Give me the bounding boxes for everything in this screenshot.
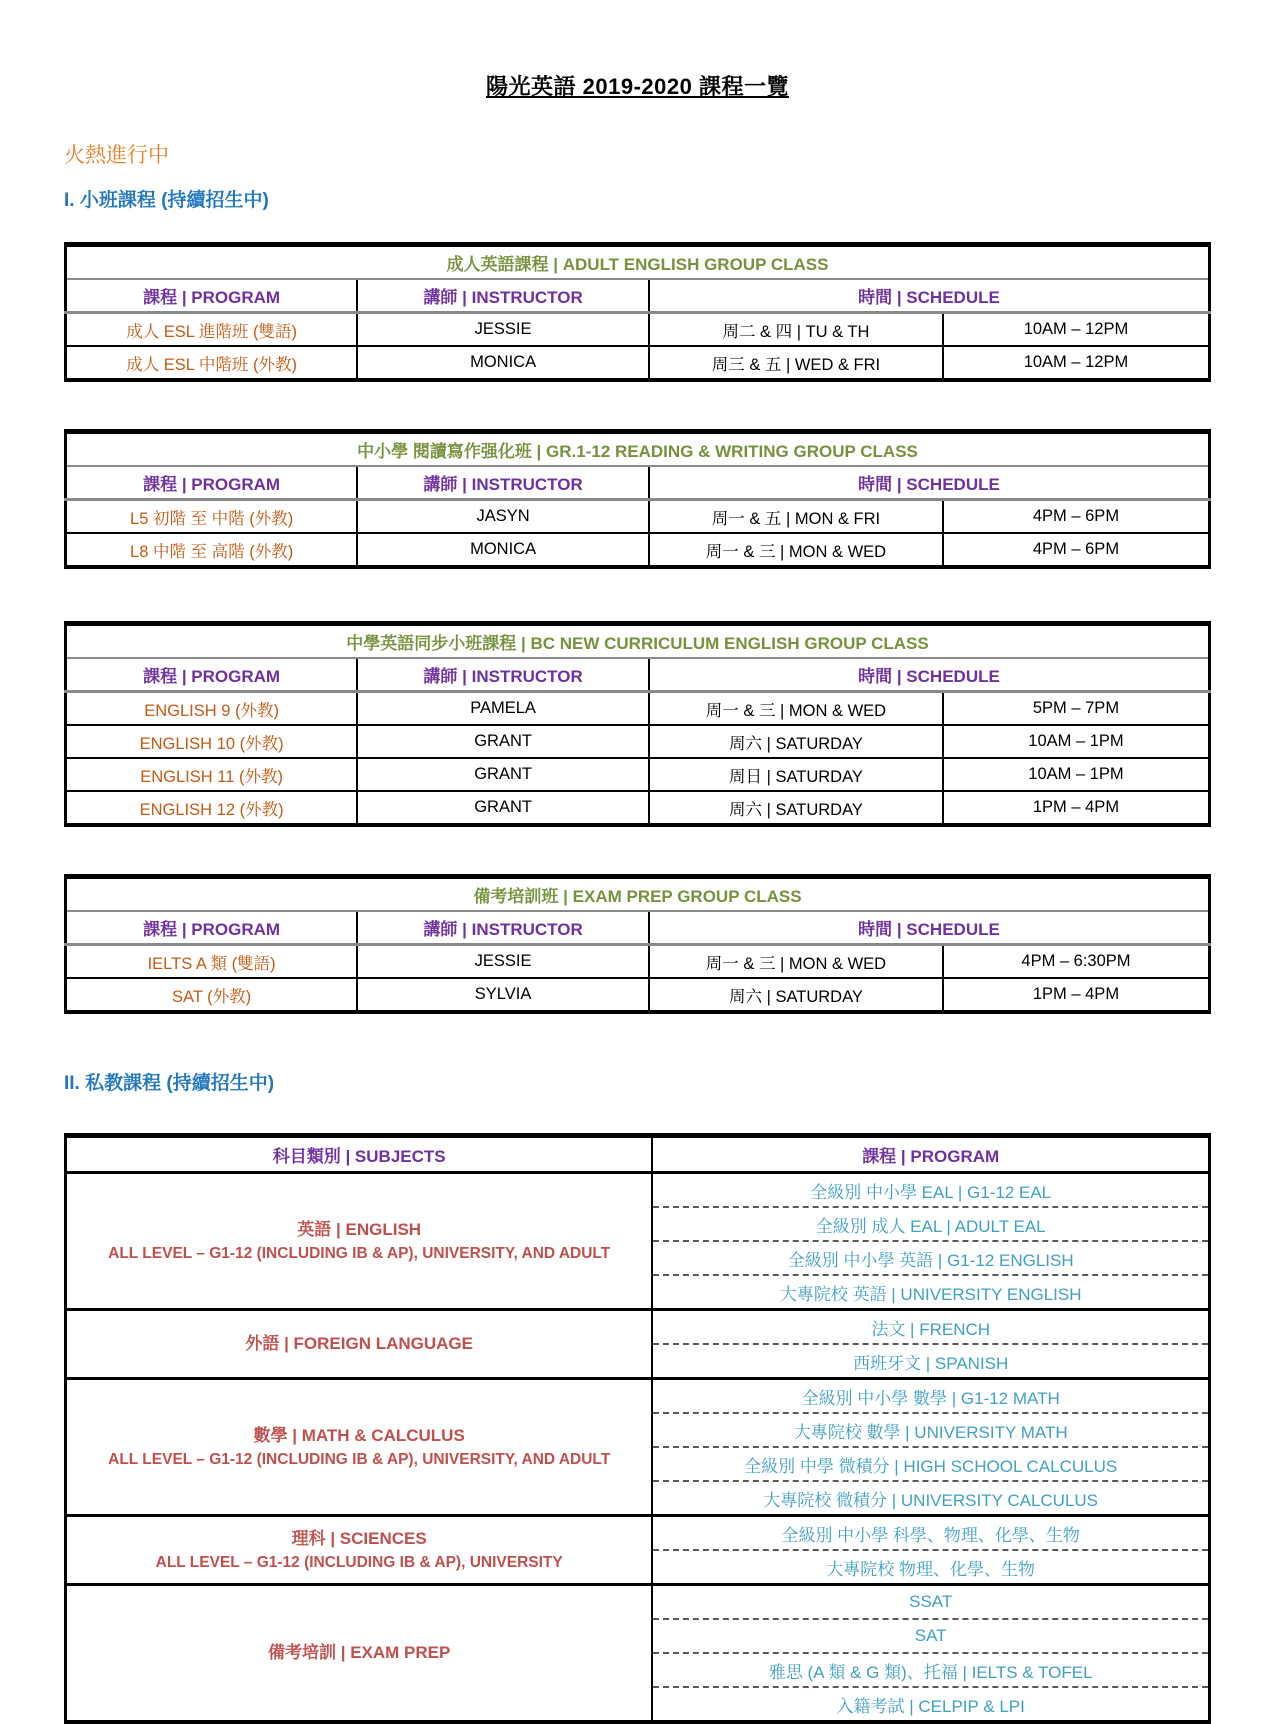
subject-label: 英語 | ENGLISH (297, 1219, 422, 1239)
subject-cell (66, 1516, 653, 1585)
column-header-schedule: 時間 | SCHEDULE (649, 658, 1210, 692)
days-cell: 周一 & 三 | MON & WED (649, 945, 943, 979)
private-table-container (64, 1133, 1211, 1724)
time-cell: 1PM – 4PM (943, 791, 1210, 825)
column-header-instructor: 講師 | INSTRUCTOR (357, 911, 649, 945)
program-cell: ENGLISH 9 (外教) (66, 692, 358, 726)
column-header-instructor: 講師 | INSTRUCTOR (357, 466, 649, 500)
subject-sublabel: ALL LEVEL – G1-12 (INCLUDING IB & AP), UNIVERSITY, AND ADULT (108, 1244, 611, 1262)
subject-cell (66, 1310, 653, 1379)
program-item-cell: 西班牙文 | SPANISH (652, 1344, 1209, 1379)
program-item-cell: 全級別 中學 微積分 | HIGH SCHOOL CALCULUS (652, 1447, 1209, 1481)
class-row (66, 945, 1210, 979)
private-row (66, 1516, 1210, 1551)
private-row (66, 1173, 1210, 1208)
time-cell: 4PM – 6PM (943, 533, 1210, 567)
section-heading-private-classes: II. 私教課程 (持續招生中) (64, 1073, 275, 1094)
program-item-cell: 全級別 中小學 EAL | G1-12 EAL (652, 1173, 1209, 1208)
days-cell: 周一 & 三 | MON & WED (649, 692, 943, 726)
private-column-header-row (66, 1136, 1210, 1173)
days-cell: 周二 & 四 | TU & TH (649, 313, 943, 347)
private-row (66, 1310, 1210, 1345)
program-item-cell: 全級別 中小學 數學 | G1-12 MATH (652, 1379, 1209, 1414)
column-header-instructor: 講師 | INSTRUCTOR (357, 279, 649, 313)
program-item-cell: 大專院校 數學 | UNIVERSITY MATH (652, 1413, 1209, 1447)
program-item-cell: SSAT (652, 1585, 1209, 1620)
column-header-row (66, 466, 1210, 500)
program-item-cell: 法文 | FRENCH (652, 1310, 1209, 1345)
time-cell: 4PM – 6:30PM (943, 945, 1210, 979)
column-header-row (66, 279, 1210, 313)
subject-sublabel: ALL LEVEL – G1-12 (INCLUDING IB & AP), UNIVERSITY (155, 1553, 563, 1571)
program-cell: L8 中階 至 高階 (外教) (66, 533, 358, 567)
subject-label: 備考培訓 | EXAM PREP (268, 1642, 451, 1662)
program-item-cell: 大專院校 英語 | UNIVERSITY ENGLISH (652, 1275, 1209, 1310)
column-header-instructor: 講師 | INSTRUCTOR (357, 658, 649, 692)
instructor-cell: GRANT (357, 758, 649, 791)
section-heading-group-classes: I. 小班課程 (持續招生中) (64, 190, 269, 211)
group-table-title-row (66, 432, 1210, 467)
column-header-program: 課程 | PROGRAM (66, 658, 358, 692)
program-item-cell: 全級別 中小學 英語 | G1-12 ENGLISH (652, 1241, 1209, 1275)
group-table-title: 中學英語同步小班課程 | BC NEW CURRICULUM ENGLISH GROUP CLASS (66, 624, 1210, 659)
private-row (66, 1585, 1210, 1620)
column-header-program: 課程 | PROGRAM (652, 1136, 1209, 1173)
instructor-cell: GRANT (357, 725, 649, 758)
class-row (66, 978, 1210, 1012)
group-table-1 (64, 242, 1211, 382)
time-cell: 10AM – 12PM (943, 313, 1210, 347)
column-header-program: 課程 | PROGRAM (66, 911, 358, 945)
subject-label: 數學 | MATH & CALCULUS (253, 1425, 465, 1445)
document-title: 陽光英語 2019-2020 課程一覽 (486, 74, 789, 99)
instructor-cell: SYLVIA (357, 978, 649, 1012)
days-cell: 周六 | SATURDAY (649, 725, 943, 758)
subject-label: 外語 | FOREIGN LANGUAGE (245, 1333, 473, 1353)
program-item-cell: 大專院校 物理、化學、生物 (652, 1550, 1209, 1585)
group-table-4 (64, 874, 1211, 1014)
column-header-schedule: 時間 | SCHEDULE (649, 911, 1210, 945)
program-cell: ENGLISH 11 (外教) (66, 758, 358, 791)
column-header-program: 課程 | PROGRAM (66, 466, 358, 500)
column-header-schedule: 時間 | SCHEDULE (649, 466, 1210, 500)
program-cell: SAT (外教) (66, 978, 358, 1012)
time-cell: 1PM – 4PM (943, 978, 1210, 1012)
group-table-title: 中小學 閱讀寫作强化班 | GR.1-12 READING & WRITING GROUP CLASS (66, 432, 1210, 467)
instructor-cell: JESSIE (357, 945, 649, 979)
class-row (66, 725, 1210, 758)
time-cell: 4PM – 6PM (943, 500, 1210, 534)
program-cell: ENGLISH 12 (外教) (66, 791, 358, 825)
time-cell: 10AM – 12PM (943, 346, 1210, 380)
column-header-schedule: 時間 | SCHEDULE (649, 279, 1210, 313)
program-cell: 成人 ESL 中階班 (外教) (66, 346, 358, 380)
days-cell: 周六 | SATURDAY (649, 978, 943, 1012)
program-cell: IELTS A 類 (雙語) (66, 945, 358, 979)
group-table-title-row (66, 245, 1210, 280)
class-row (66, 313, 1210, 347)
group-table-title-row (66, 877, 1210, 912)
program-item-cell: 全級別 成人 EAL | ADULT EAL (652, 1207, 1209, 1241)
program-cell: L5 初階 至 中階 (外教) (66, 500, 358, 534)
class-row (66, 692, 1210, 726)
class-row (66, 500, 1210, 534)
subject-cell (66, 1379, 653, 1516)
days-cell: 周日 | SATURDAY (649, 758, 943, 791)
class-row (66, 346, 1210, 380)
group-table-2 (64, 429, 1211, 569)
column-header-program: 課程 | PROGRAM (66, 279, 358, 313)
instructor-cell: MONICA (357, 533, 649, 567)
days-cell: 周六 | SATURDAY (649, 791, 943, 825)
column-header-row (66, 911, 1210, 945)
time-cell: 5PM – 7PM (943, 692, 1210, 726)
program-item-cell: SAT (652, 1619, 1209, 1653)
subject-cell (66, 1585, 653, 1723)
instructor-cell: MONICA (357, 346, 649, 380)
class-row (66, 791, 1210, 825)
instructor-cell: JASYN (357, 500, 649, 534)
group-table-3 (64, 621, 1211, 827)
column-header-row (66, 658, 1210, 692)
days-cell: 周三 & 五 | WED & FRI (649, 346, 943, 380)
column-header-subjects: 科目類別 | SUBJECTS (66, 1136, 653, 1173)
group-tables-container (64, 242, 1211, 1014)
instructor-cell: JESSIE (357, 313, 649, 347)
subject-sublabel: ALL LEVEL – G1-12 (INCLUDING IB & AP), UNIVERSITY, AND ADULT (108, 1450, 611, 1468)
program-item-cell: 雅思 (A 類 & G 類)、托福 | IELTS & TOFEL (652, 1653, 1209, 1687)
class-row (66, 758, 1210, 791)
private-table (64, 1133, 1211, 1724)
group-table-title: 成人英語課程 | ADULT ENGLISH GROUP CLASS (66, 245, 1210, 280)
program-item-cell: 全級別 中小學 科學、物理、化學、生物 (652, 1516, 1209, 1551)
program-cell: ENGLISH 10 (外教) (66, 725, 358, 758)
subject-label: 理科 | SCIENCES (291, 1528, 427, 1548)
private-row (66, 1379, 1210, 1414)
days-cell: 周一 & 三 | MON & WED (649, 533, 943, 567)
instructor-cell: PAMELA (357, 692, 649, 726)
program-cell: 成人 ESL 進階班 (雙語) (66, 313, 358, 347)
group-table-title-row (66, 624, 1210, 659)
subject-cell (66, 1173, 653, 1310)
group-table-title: 備考培訓班 | EXAM PREP GROUP CLASS (66, 877, 1210, 912)
instructor-cell: GRANT (357, 791, 649, 825)
class-row (66, 533, 1210, 567)
status-banner: 火熱進行中 (64, 144, 169, 167)
time-cell: 10AM – 1PM (943, 758, 1210, 791)
program-item-cell: 入籍考試 | CELPIP & LPI (652, 1687, 1209, 1722)
time-cell: 10AM – 1PM (943, 725, 1210, 758)
program-item-cell: 大專院校 微積分 | UNIVERSITY CALCULUS (652, 1481, 1209, 1516)
days-cell: 周一 & 五 | MON & FRI (649, 500, 943, 534)
